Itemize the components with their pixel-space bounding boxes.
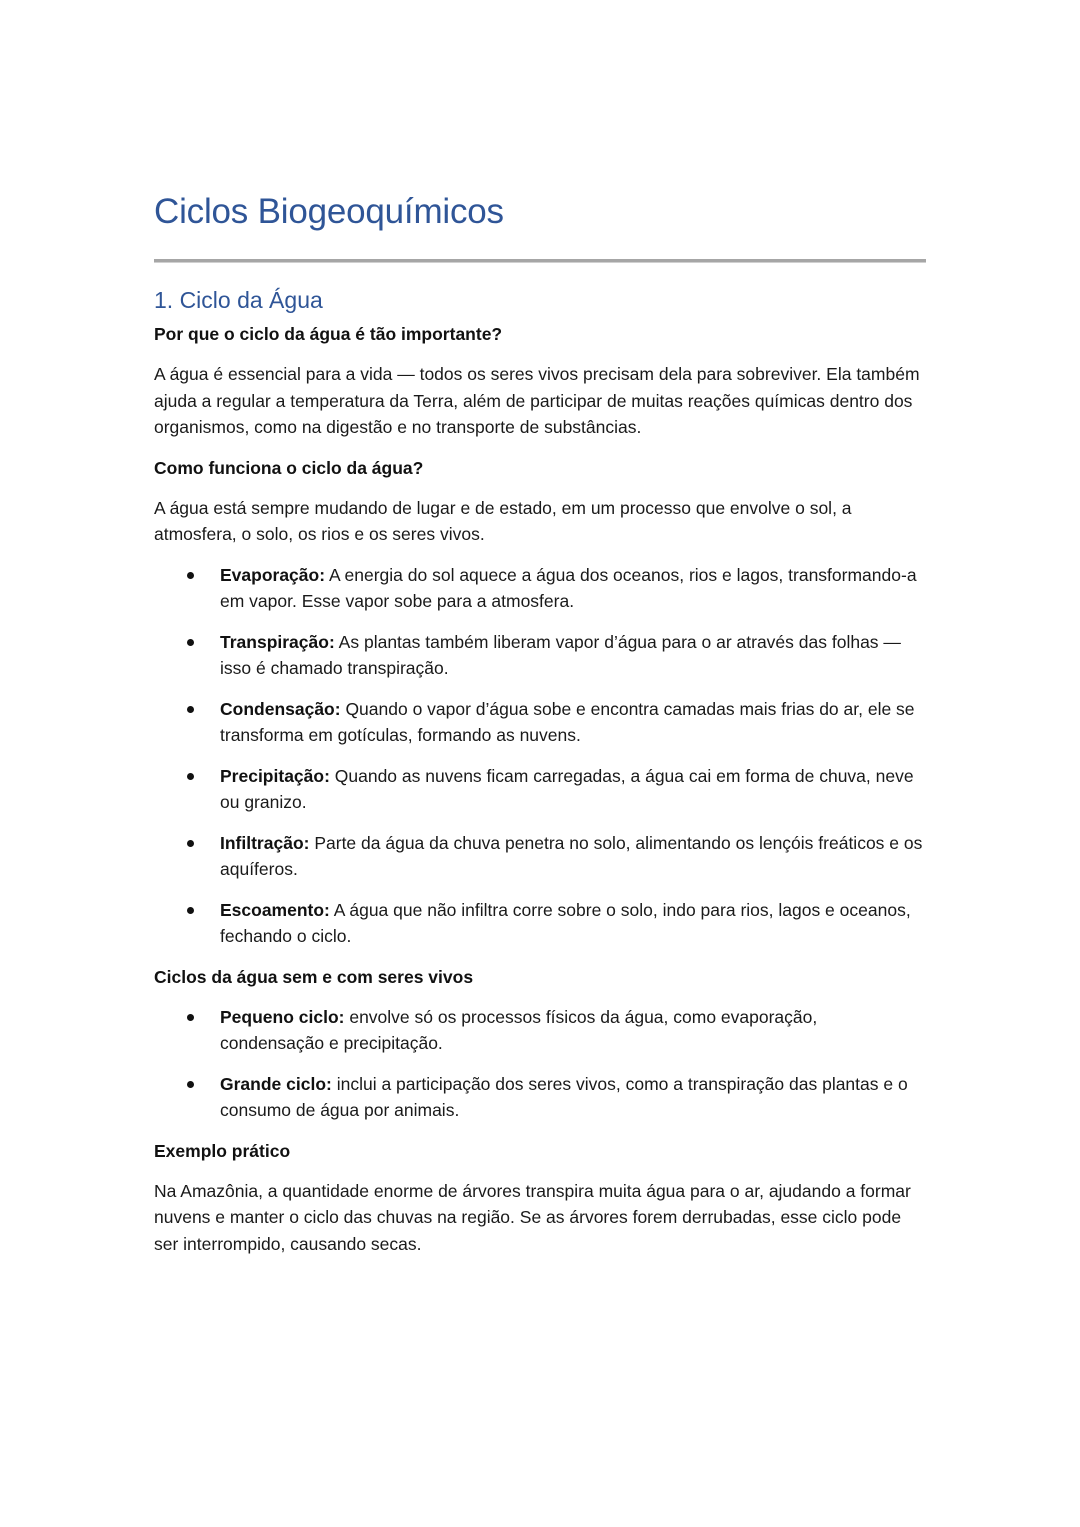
title-divider [154,259,926,263]
bullet-icon [187,840,194,847]
bullet-icon [187,572,194,579]
list-item-evaporacao [154,562,926,615]
document-title: Ciclos Biogeoquímicos [154,192,504,231]
list-item-infiltracao [154,830,926,883]
list-item-text: A energia do sol aquece a água dos oceanos, rios e lagos, transformando-a em vapor. Esse vapor sobe para a atmosfera. [220,564,917,611]
list-item-term: Transpiração: [220,631,335,652]
paragraph-importance: A água é essencial para a vida — todos os seres vivos precisam dela para sobreviver. Ela também ajuda a regular a temperatura da Terra, além de participar de muitas reações químicas dentro dos organismos, como na digestão e no transporte de substâncias. [154,364,920,437]
list-item-text: A água que não infiltra corre sobre o solo, indo para rios, lagos e oceanos, fechando o ciclo. [220,899,911,946]
section-heading-ciclo-da-agua: 1. Ciclo da Água [154,287,323,313]
list-item-text: Quando o vapor d’água sobe e encontra camadas mais frias do ar, ele se transforma em gotículas, formando as nuvens. [220,698,915,745]
bullet-icon [187,1014,194,1021]
list-item-escoamento [154,897,926,950]
bullet-icon [187,773,194,780]
list-item-text: Quando as nuvens ficam carregadas, a água cai em forma de chuva, neve ou granizo. [220,765,914,812]
paragraph-how-it-works: A água está sempre mudando de lugar e de estado, em um processo que envolve o sol, a atmosfera, o solo, os rios e os seres vivos. [154,497,852,544]
subheading-importance: Por que o ciclo da água é tão importante? [154,324,503,344]
list-item-grande-ciclo [154,1071,926,1124]
list-item-term: Evaporação: [220,564,326,585]
list-item-text: Parte da água da chuva penetra no solo, alimentando os lençóis freáticos e os aquíferos. [220,832,923,879]
list-item-term: Precipitação: [220,765,330,786]
bullet-icon [187,639,194,646]
list-item-text: inclui a participação dos seres vivos, como a transpiração das plantas e o consumo de água por animais. [220,1073,908,1120]
list-item-text: envolve só os processos físicos da água, como evaporação, condensação e precipitação. [220,1006,818,1053]
list-item-pequeno-ciclo [154,1004,926,1057]
paragraph-example: Na Amazônia, a quantidade enorme de árvores transpira muita água para o ar, ajudando a formar nuvens e manter o ciclo das chuvas na região. Se as árvores forem derrubadas, esse ciclo pode ser interrompido, causando secas. [154,1180,911,1254]
list-item-text: As plantas também liberam vapor d’água para o ar através das folhas — isso é chamado transpiração. [220,631,901,678]
list-item-term: Escoamento: [220,899,330,920]
cycles-list [154,1004,926,1124]
list-item-precipitacao [154,763,926,816]
subheading-how-it-works: Como funciona o ciclo da água? [154,457,424,478]
bullet-icon [187,907,194,914]
list-item-term: Pequeno ciclo: [220,1006,345,1027]
bullet-icon [187,706,194,713]
list-item-term: Grande ciclo: [220,1073,332,1094]
list-item-term: Infiltração: [220,832,310,853]
document-body [154,285,926,1271]
subheading-example: Exemplo prático [154,1140,291,1161]
list-item-term: Condensação: [220,698,341,719]
subheading-cycles: Ciclos da água sem e com seres vivos [154,966,474,987]
list-item-transpiracao [154,629,926,682]
list-item-condensacao [154,696,926,749]
process-list [154,562,926,950]
bullet-icon [187,1081,194,1088]
